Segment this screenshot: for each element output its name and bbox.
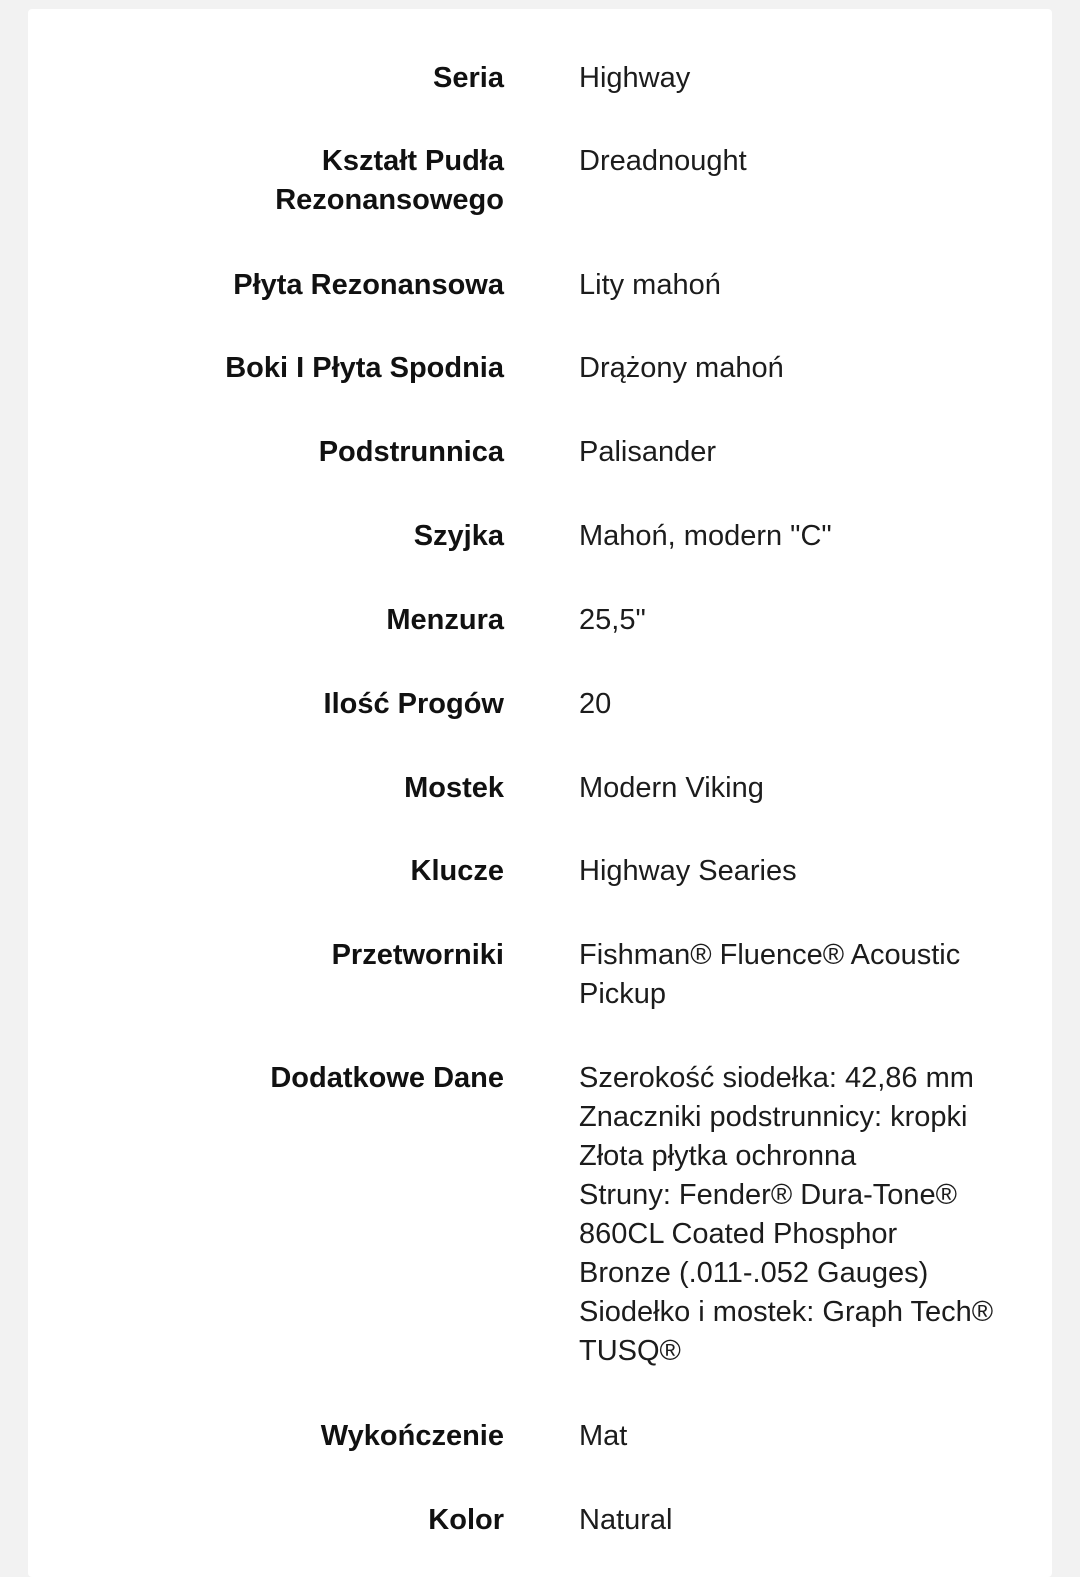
spec-label: Kolor: [428, 1504, 504, 1536]
spec-value: [579, 517, 1039, 556]
spec-value-line: Palisander: [579, 436, 717, 468]
spec-value-line: Bronze (.011-.052 Gauges): [579, 1257, 929, 1289]
spec-value: [579, 266, 1039, 305]
spec-value: [579, 1501, 1039, 1540]
spec-card: [28, 9, 1052, 1577]
spec-value-line: Highway Searies: [579, 855, 797, 887]
spec-label: Przetworniki: [331, 939, 504, 971]
spec-value-line: Highway: [579, 62, 691, 94]
spec-label: Ilość Progów: [323, 688, 504, 720]
spec-value-line: Dreadnought: [579, 145, 747, 177]
spec-value-line: Szerokość siodełka: 42,86 mm: [579, 1062, 974, 1094]
spec-label: Mostek: [404, 772, 504, 804]
spec-label-line: Kształt Pudła: [321, 145, 504, 177]
spec-value-line: 20: [579, 688, 612, 720]
spec-value: [579, 852, 1039, 891]
spec-value: [579, 769, 1039, 808]
spec-value-line: Lity mahoń: [579, 269, 721, 301]
spec-value-line: Natural: [579, 1504, 673, 1536]
spec-value-line: Struny: Fender® Dura-Tone®: [579, 1179, 958, 1211]
spec-label: Menzura: [386, 604, 504, 636]
spec-label: Szyjka: [413, 520, 504, 552]
spec-table: [28, 9, 1052, 1577]
spec-value: [579, 685, 1039, 724]
spec-value: [579, 349, 1039, 388]
spec-value-line: 25,5": [579, 604, 646, 636]
spec-value-line: Modern Viking: [579, 772, 764, 804]
spec-value-line: Mahoń, modern "C": [579, 520, 832, 552]
spec-label: Klucze: [410, 855, 504, 887]
spec-value: [579, 936, 1039, 1014]
spec-value-line: Pickup: [579, 978, 667, 1010]
spec-label: Podstrunnica: [318, 436, 504, 468]
spec-label: Boki I Płyta Spodnia: [225, 352, 504, 384]
spec-value: [579, 1417, 1039, 1456]
spec-label: Płyta Rezonansowa: [233, 269, 504, 301]
spec-label: Dodatkowe Dane: [270, 1062, 504, 1094]
spec-label: Wykończenie: [320, 1420, 504, 1452]
spec-value-line: 860CL Coated Phosphor: [579, 1218, 898, 1250]
spec-value-line: Siodełko i mostek: Graph Tech®: [579, 1296, 994, 1328]
spec-label: Seria: [433, 62, 504, 94]
spec-value: [579, 601, 1039, 640]
spec-label: [174, 142, 504, 220]
spec-value: [579, 142, 1039, 181]
spec-value-line: Złota płytka ochronna: [579, 1140, 857, 1172]
spec-value-line: Znaczniki podstrunnicy: kropki: [579, 1101, 968, 1133]
spec-label-line: Rezonansowego: [275, 184, 504, 216]
spec-value: [579, 59, 1039, 98]
spec-value-line: TUSQ®: [579, 1335, 681, 1367]
spec-value-line: Drążony mahoń: [579, 352, 784, 384]
spec-value: [579, 433, 1039, 472]
spec-value: [579, 1059, 1039, 1371]
spec-value-line: Mat: [579, 1420, 628, 1452]
spec-value-line: Fishman® Fluence® Acoustic: [579, 939, 961, 971]
